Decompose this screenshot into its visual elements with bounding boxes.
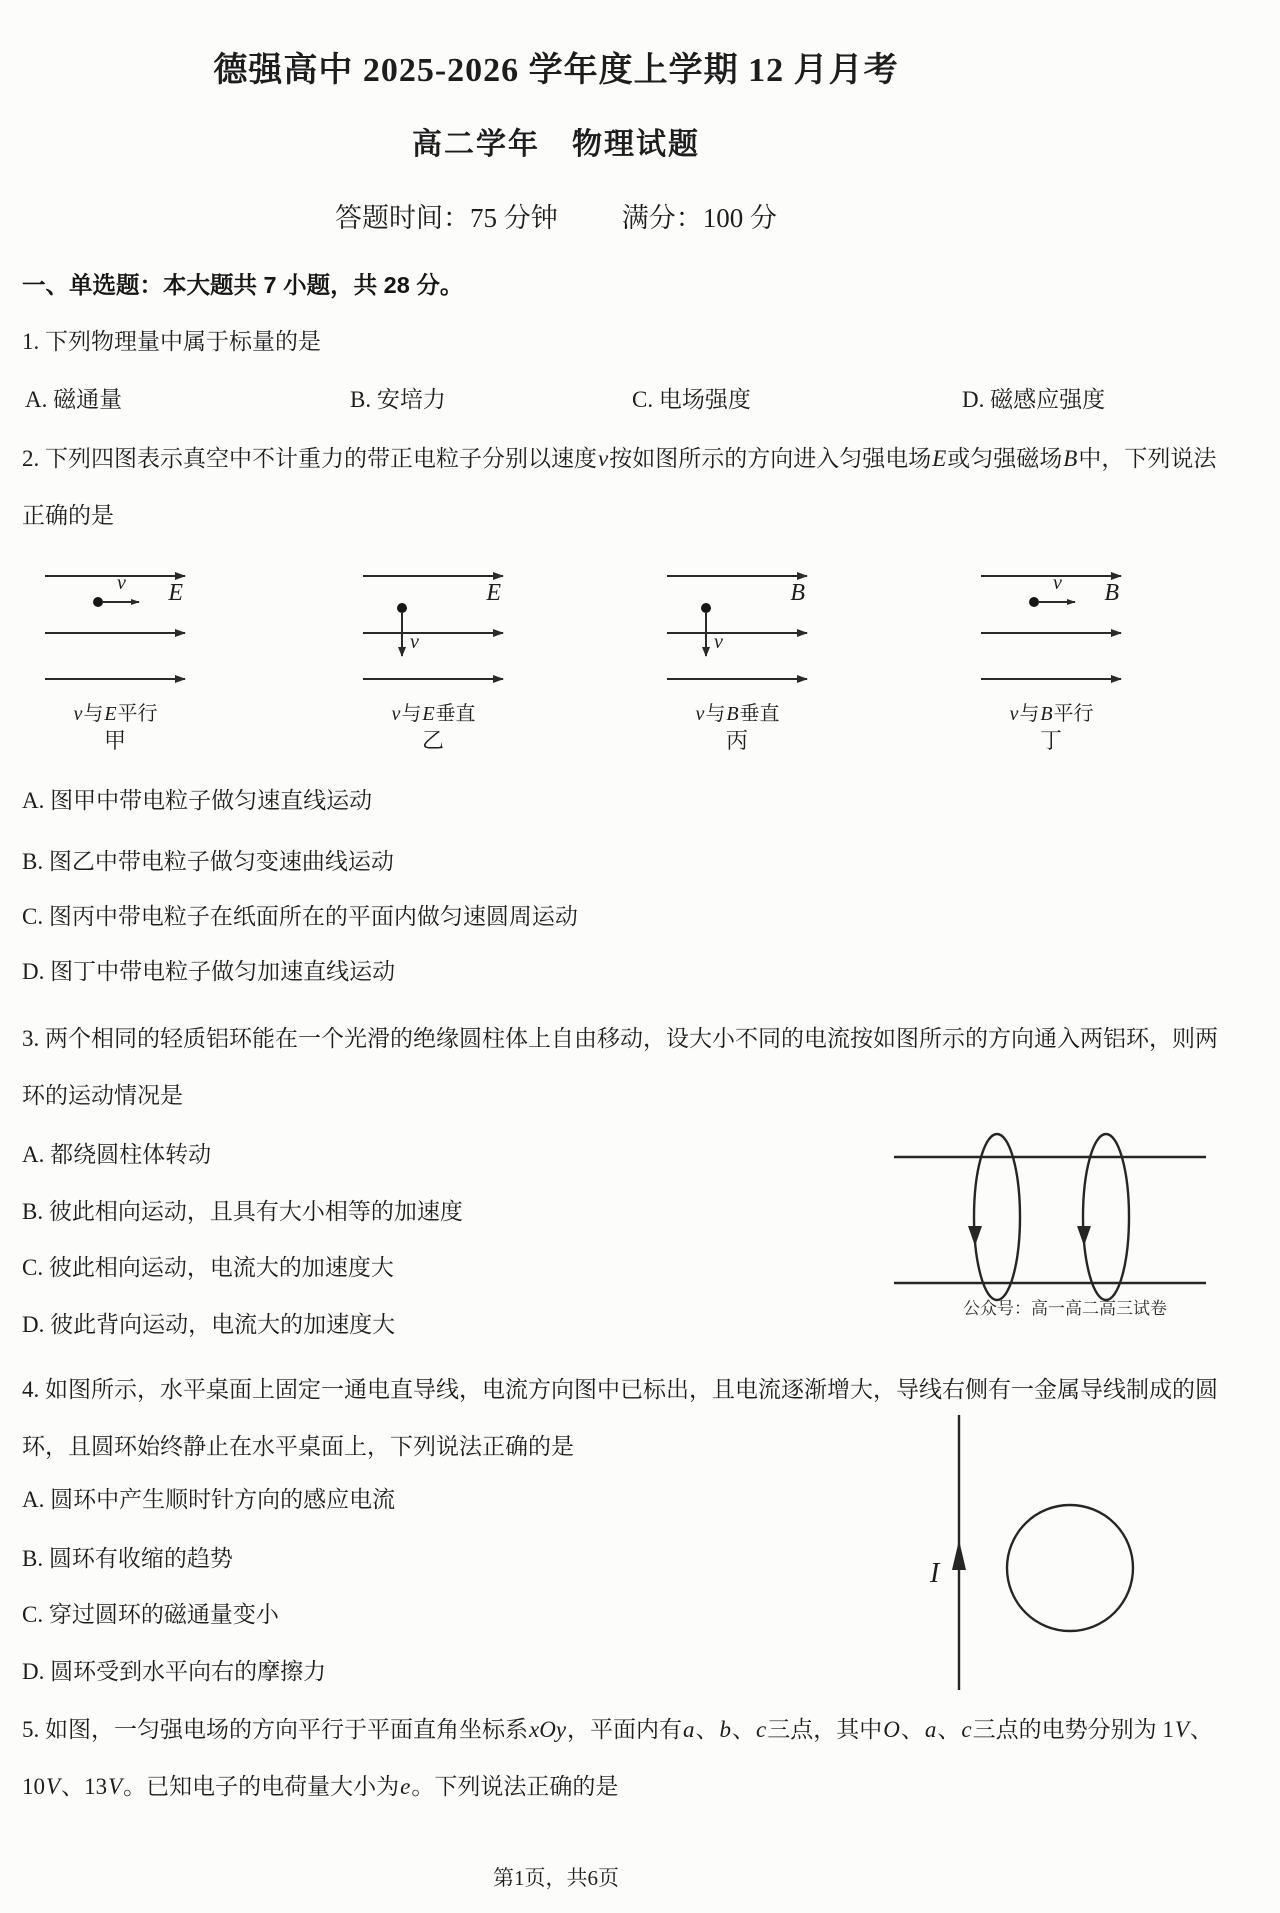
velocity-label: v <box>1053 572 1062 594</box>
velocity-arrow <box>705 612 707 656</box>
field-line-arrow <box>363 575 503 577</box>
q4-stem: 4. 如图所示，水平桌面上固定一通电直导线，电流方向图中已标出，且电流逐渐增大，导线右侧有一金属导线制成的圆环，且圆环始终静止在水平桌面上，下列说法正确的是 <box>22 1377 1218 1459</box>
field-line-arrow <box>981 632 1121 634</box>
exam-meta-line <box>0 196 1112 235</box>
q2-option-a: A. 图甲中带电粒子做匀速直线运动 <box>22 788 373 813</box>
velocity-arrow <box>401 612 403 656</box>
field-line-arrow <box>981 575 1121 577</box>
figure-caption: v与B平行 <box>1009 703 1094 725</box>
field-line-arrow <box>667 575 807 577</box>
q3-option-d: D. 彼此背向运动，电流大的加速度大 <box>22 1312 396 1337</box>
watermark-caption: 公众号：高一高二高三试卷 <box>963 1299 1167 1318</box>
charged-particle-dot <box>1029 597 1039 607</box>
q1-option-c: C. 电场强度 <box>632 387 751 412</box>
q2-figure-bing <box>667 555 807 755</box>
charged-particle-dot <box>93 597 103 607</box>
q2-option-c: C. 图丙中带电粒子在纸面所在的平面内做匀速圆周运动 <box>22 904 578 929</box>
field-label: E <box>168 580 183 606</box>
exam-title: 德强高中 2025-2026 学年度上学期 12 月月考 <box>213 52 899 89</box>
velocity-label: v <box>117 572 126 594</box>
q3-option-a: A. 都绕圆柱体转动 <box>22 1142 212 1167</box>
q2-option-d: D. 图丁中带电粒子做匀加速直线运动 <box>22 959 396 984</box>
current-arrow-left <box>968 1226 982 1246</box>
figure-name: 甲 <box>103 728 126 753</box>
figure-caption: v与E垂直 <box>391 703 476 725</box>
velocity-arrow <box>1039 601 1075 603</box>
q2-figure-ding <box>981 555 1121 755</box>
exam-subtitle: 高二学年 物理试题 <box>412 128 700 161</box>
full-score-label: 满分：100 分 <box>621 203 777 233</box>
field-line-arrow <box>45 632 185 634</box>
q2-figure-jia <box>45 555 185 755</box>
q4-option-d: D. 圆环受到水平向右的摩擦力 <box>22 1659 327 1684</box>
q1-option-a: A. 磁通量 <box>25 387 123 412</box>
q1-stem: 1. 下列物理量中属于标量的是 <box>22 329 321 354</box>
field-label: E <box>486 580 501 606</box>
figure-caption: v与E平行 <box>73 703 158 725</box>
field-line-arrow <box>363 632 503 634</box>
field-line-arrow <box>45 575 185 577</box>
q4-option-b: B. 圆环有收缩的趋势 <box>22 1546 233 1571</box>
field-line-arrow <box>667 632 807 634</box>
current-label: I <box>930 1558 940 1589</box>
q3-option-b: B. 彼此相向运动，且具有大小相等的加速度 <box>22 1199 463 1224</box>
figure-caption: v与B垂直 <box>695 703 780 725</box>
time-limit-label: 答题时间：75 分钟 <box>335 203 558 233</box>
field-line-arrow <box>667 678 807 680</box>
field-line-arrow <box>363 678 503 680</box>
figure-name: 丙 <box>725 728 748 753</box>
q4-figure-wire-ring <box>920 1412 1160 1697</box>
exam-header <box>0 0 1112 250</box>
field-label: B <box>790 580 805 606</box>
current-arrow-right <box>1077 1226 1091 1246</box>
section-heading: 一、单选题：本大题共 7 小题，共 28 分。 <box>22 272 464 298</box>
aluminum-ring-left <box>974 1134 1020 1300</box>
q2-figure-yi <box>363 555 503 755</box>
q3-figure-cylinder-rings <box>890 1128 1210 1313</box>
q3-stem: 3. 两个相同的轻质铝环能在一个光滑的绝缘圆柱体上自由移动，设大小不同的电流按如图所示的方向通入两铝环，则两环的运动情况是 <box>22 1026 1218 1108</box>
q3-option-c: C. 彼此相向运动，电流大的加速度大 <box>22 1255 394 1280</box>
field-line-arrow <box>45 678 185 680</box>
q5-stem: 5. 如图，一匀强电场的方向平行于平面直角坐标系xOy，平面内有a、b、c三点，其中O、a、c三点的电势分别为 1V、10V、13V。已知电子的电荷量大小为e。下列说法正确的是 <box>22 1717 1213 1799</box>
figure-name: 丁 <box>1039 728 1062 753</box>
velocity-label: v <box>714 631 723 653</box>
q4-option-c: C. 穿过圆环的磁通量变小 <box>22 1602 279 1627</box>
q1-option-d: D. 磁感应强度 <box>962 387 1106 412</box>
q1-option-b: B. 安培力 <box>350 387 446 412</box>
figure-name: 乙 <box>421 728 444 753</box>
page-indicator: 第1页，共6页 <box>493 1866 619 1890</box>
q2-stem: 2. 下列四图表示真空中不计重力的带正电粒子分别以速度v按如图所示的方向进入匀强电场E或匀强磁场B中，下列说法正确的是 <box>22 446 1217 528</box>
q4-option-a: A. 圆环中产生顺时针方向的感应电流 <box>22 1487 396 1512</box>
field-line-arrow <box>981 678 1121 680</box>
velocity-arrow <box>103 601 139 603</box>
field-label: B <box>1104 580 1119 606</box>
aluminum-ring-right <box>1083 1134 1129 1300</box>
metal-ring <box>1007 1505 1133 1631</box>
velocity-label: v <box>410 631 419 653</box>
current-direction-arrow <box>952 1540 966 1570</box>
q2-option-b: B. 图乙中带电粒子做匀变速曲线运动 <box>22 849 394 874</box>
